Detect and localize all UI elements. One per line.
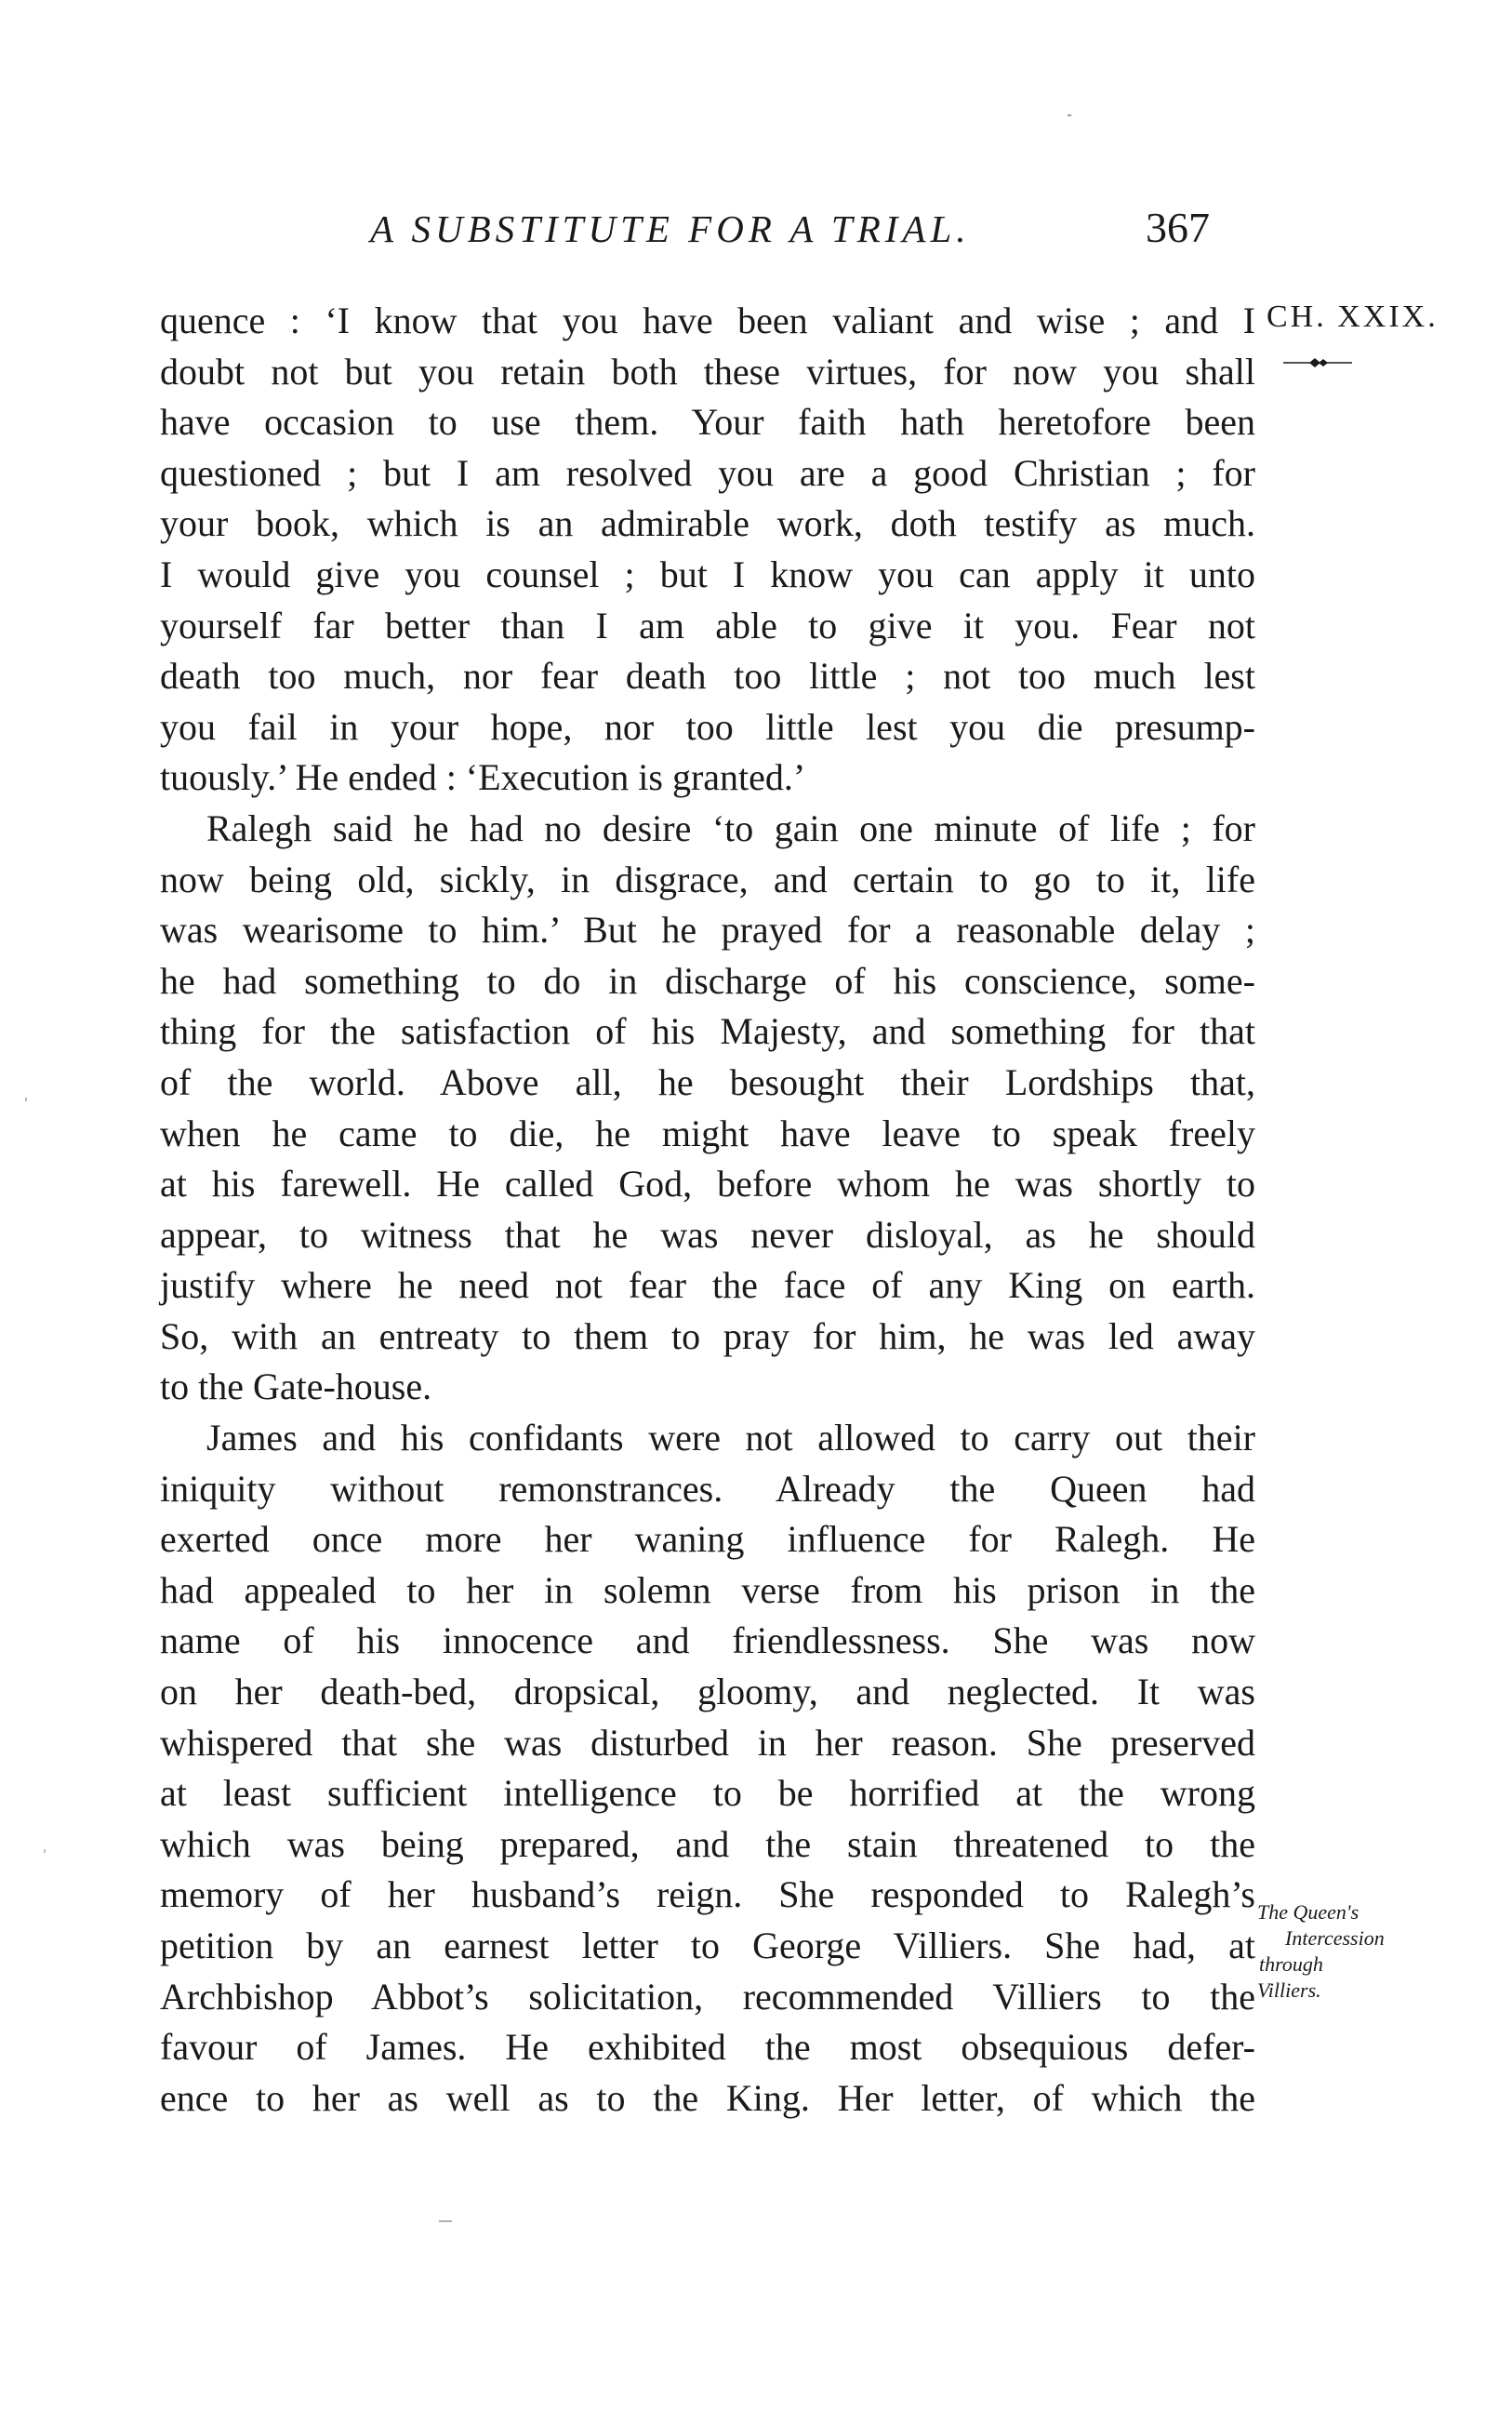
text-line: favour of James. He exhibited the most obsequious defer- [160, 2026, 1255, 2069]
text-line: your book, which is an admirable work, doth testify as much. [160, 502, 1255, 545]
text-line: at least sufficient intelligence to be horrified at the wrong [160, 1772, 1255, 1815]
text-line: petition by an earnest letter to George Villiers. She had, at [160, 1925, 1255, 1966]
text-line: justify where he need not fear the face of any King on earth. [160, 1264, 1255, 1307]
text-line: questioned ; but I am resolved you are a good Christian ; for [160, 451, 1255, 494]
page-number: 367 [1146, 204, 1210, 251]
text-line: exerted once more her waning influence for Ralegh. He [160, 1518, 1255, 1561]
text-line: appear, to witness that he was never disloyal, as he should [160, 1213, 1255, 1256]
text-line: on her death-bed, dropsical, gloomy, and neglected. It was [160, 1671, 1255, 1713]
text-line: thing for the satisfaction of his Majesty, and something for that [160, 1010, 1255, 1053]
text-line: quence : ‘I know that you have been valiant and wise ; and I [160, 300, 1255, 341]
text-line: Archbishop Abbot’s solicitation, recommended Villiers to the [160, 1975, 1255, 2018]
text-line: Ralegh said he had no desire ‘to gain one minute of life ; for [206, 806, 1255, 849]
running-title: A SUBSTITUTE FOR A TRIAL. [370, 207, 971, 250]
text-line: memory of her husband’s reign. She responded to Ralegh’s [160, 1873, 1255, 1916]
text-line: iniquity without remonstrances. Already the Queen had [160, 1467, 1255, 1510]
text-line: have occasion to use them. Your faith hath heretofore been [160, 401, 1255, 444]
text-line: had appealed to her in solemn verse from his prison in the [160, 1568, 1255, 1611]
text-line: when he came to die, he might have leave to speak freely [160, 1112, 1255, 1154]
text-line: tuously.’ He ended : ‘Execution is granted.’ [160, 756, 806, 799]
body-text [160, 296, 1255, 2124]
text-line: ence to her as well as to the King. Her letter, of which the [160, 2076, 1255, 2119]
text-line: yourself far better than I am able to give it you. Fear not [160, 604, 1255, 646]
text-line: at his farewell. He called God, before whom he was shortly to [160, 1163, 1255, 1206]
ornament-icon [1281, 357, 1354, 368]
running-head [0, 206, 1512, 262]
text-line: I would give you counsel ; but I know you can apply it unto [160, 553, 1255, 595]
side-note-line: Villiers. [1257, 1978, 1321, 2002]
text-line: which was being prepared, and the stain threatened to the [160, 1822, 1255, 1865]
text-line: So, with an entreaty to them to pray for him, he was led away [160, 1314, 1255, 1357]
text-line: he had something to do in discharge of his conscience, some- [160, 959, 1255, 1002]
text-line: death too much, nor fear death too little ; not too much lest [160, 655, 1255, 698]
side-note-line: The Queen's [1257, 1900, 1359, 1924]
text-line: to the Gate-house. [160, 1365, 432, 1408]
text-line: of the world. Above all, he besought their Lordships that, [160, 1060, 1255, 1103]
side-note-line: through [1259, 1952, 1323, 1976]
text-line: doubt not but you retain both these virtues, for now you shall [160, 350, 1255, 393]
text-line: now being old, sickly, in disgrace, and certain to go to it, life [160, 858, 1255, 900]
side-note [1257, 1899, 1471, 2004]
text-line: James and his confidants were not allowed to carry out their [206, 1417, 1255, 1459]
text-line: name of his innocence and friendlessness. She was now [160, 1619, 1255, 1662]
margin-chapter-label: CH. XXIX. [1267, 300, 1439, 334]
side-note-line: Intercession [1285, 1926, 1385, 1950]
text-line: you fail in your hope, nor too little lest you die presump- [160, 705, 1255, 748]
text-line: whispered that she was disturbed in her reason. She preserved [160, 1721, 1255, 1764]
text-line: was wearisome to him.’ But he prayed for a reasonable delay ; [160, 909, 1255, 952]
